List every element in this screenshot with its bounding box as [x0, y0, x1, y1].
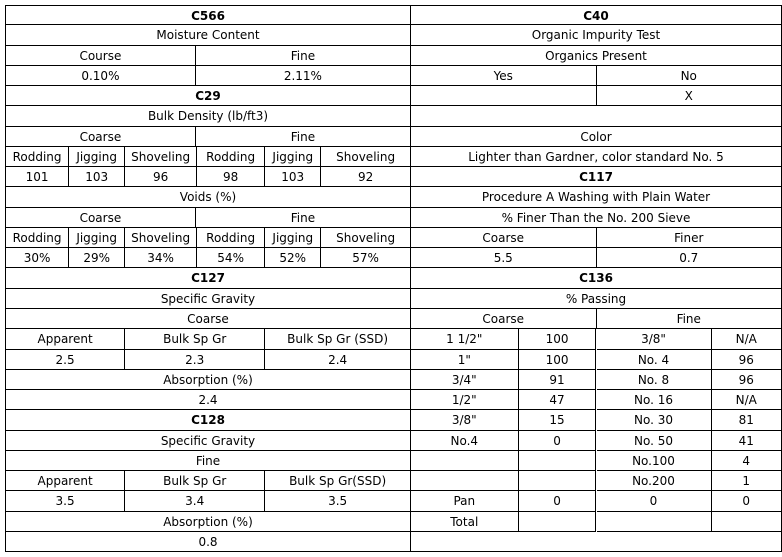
table-cell: 0.10%	[5, 66, 196, 86]
right-table-row	[411, 289, 782, 309]
table-cell: 81	[712, 410, 782, 430]
table-cell: Total	[411, 512, 519, 532]
left-table-row	[5, 268, 411, 288]
table-cell: 92	[321, 167, 411, 187]
table-cell	[411, 451, 519, 471]
table-cell: No	[597, 66, 782, 86]
table-cell: 0	[597, 491, 712, 511]
table-cell: Finer	[597, 228, 782, 248]
table-cell: % Passing	[411, 289, 782, 309]
table-cell: Jigging	[265, 228, 321, 248]
table-cell: 101	[5, 167, 69, 187]
table-cell: Fine	[196, 127, 411, 147]
table-cell: 3.4	[125, 491, 265, 511]
left-table-row	[5, 127, 411, 147]
table-cell: X	[597, 86, 782, 106]
table-cell: 3/4"	[411, 370, 519, 390]
table-cell: Fine	[196, 46, 411, 66]
table-cell: 1/2"	[411, 390, 519, 410]
table-cell: 3/8"	[411, 410, 519, 430]
left-table-row	[5, 350, 411, 370]
table-cell: Fine	[5, 451, 411, 471]
table-cell: 57%	[321, 248, 411, 268]
right-table-row	[411, 187, 782, 207]
left-table-row	[5, 309, 411, 329]
table-cell: Fine	[196, 208, 411, 228]
table-cell: 15	[519, 410, 597, 430]
table-cell: 2.5	[5, 350, 125, 370]
table-cell: No. 16	[597, 390, 712, 410]
table-cell: Rodding	[197, 228, 265, 248]
right-table-row	[411, 268, 782, 288]
left-table-row	[5, 512, 411, 532]
section-heading: C40	[411, 5, 782, 25]
table-cell: 3.5	[265, 491, 411, 511]
table-cell: 2.4	[5, 390, 411, 410]
right-table-row	[411, 532, 782, 552]
table-cell: 103	[69, 167, 125, 187]
right-table-row	[411, 127, 782, 147]
table-cell: 5.5	[411, 248, 597, 268]
table-cell: 34%	[125, 248, 197, 268]
section-heading: C117	[411, 167, 782, 187]
table-cell: 2.3	[125, 350, 265, 370]
right-table-row	[411, 370, 782, 390]
table-cell: Rodding	[197, 147, 265, 167]
right-table-row	[411, 25, 782, 45]
table-cell: Apparent	[5, 329, 125, 349]
table-cell: Bulk Sp Gr	[125, 329, 265, 349]
table-cell: Course	[5, 46, 196, 66]
table-cell: % Finer Than the No. 200 Sieve	[411, 208, 782, 228]
right-table-row	[411, 46, 782, 66]
right-table-row	[411, 329, 782, 349]
table-cell: 100	[519, 329, 597, 349]
table-cell: No.4	[411, 431, 519, 451]
table-cell: Yes	[411, 66, 597, 86]
right-table-row	[411, 5, 782, 25]
table-cell	[411, 106, 782, 126]
section-heading: C29	[5, 86, 411, 106]
right-table-row	[411, 248, 782, 268]
table-cell: Coarse	[5, 309, 411, 329]
left-table-row	[5, 289, 411, 309]
table-cell: Color	[411, 127, 782, 147]
right-table-row	[411, 208, 782, 228]
left-table-row	[5, 66, 411, 86]
table-cell: Procedure A Washing with Plain Water	[411, 187, 782, 207]
left-table-row	[5, 86, 411, 106]
left-table-row	[5, 187, 411, 207]
section-heading: C127	[5, 268, 411, 288]
table-cell: 47	[519, 390, 597, 410]
table-cell: Shoveling	[125, 228, 197, 248]
table-cell: Apparent	[5, 471, 125, 491]
table-cell: Voids (%)	[5, 187, 411, 207]
table-cell: 0	[712, 491, 782, 511]
table-cell: Absorption (%)	[5, 512, 411, 532]
table-cell: 3/8"	[597, 329, 712, 349]
table-cell: Coarse	[411, 309, 597, 329]
table-cell: Moisture Content	[5, 25, 411, 45]
table-cell	[712, 512, 782, 532]
table-cell: 29%	[69, 248, 125, 268]
left-table-row	[5, 248, 411, 268]
table-cell: No.100	[597, 451, 712, 471]
table-cell	[519, 471, 597, 491]
table-cell: Bulk Sp Gr	[125, 471, 265, 491]
left-table-row	[5, 431, 411, 451]
left-table-row	[5, 390, 411, 410]
table-cell: Coarse	[5, 127, 196, 147]
table-cell	[411, 471, 519, 491]
table-cell: No. 4	[597, 350, 712, 370]
table-cell: N/A	[712, 329, 782, 349]
table-cell	[519, 451, 597, 471]
right-table-row	[411, 451, 782, 471]
table-cell: 54%	[197, 248, 265, 268]
left-table-row	[5, 25, 411, 45]
left-table-row	[5, 46, 411, 66]
section-heading: C136	[411, 268, 782, 288]
left-table-row	[5, 471, 411, 491]
table-cell: 3.5	[5, 491, 125, 511]
table-cell: 0.8	[5, 532, 411, 552]
table-cell: Organic Impurity Test	[411, 25, 782, 45]
table-cell: Shoveling	[125, 147, 197, 167]
table-cell	[519, 512, 597, 532]
table-cell: 96	[712, 370, 782, 390]
right-table-row	[411, 431, 782, 451]
table-cell: 98	[197, 167, 265, 187]
right-table-row	[411, 167, 782, 187]
table-cell: Absorption (%)	[5, 370, 411, 390]
right-table-row	[411, 228, 782, 248]
table-cell: 91	[519, 370, 597, 390]
right-table-row	[411, 390, 782, 410]
table-cell: Fine	[597, 309, 782, 329]
right-test-panel	[411, 5, 782, 552]
left-table-row	[5, 167, 411, 187]
table-cell: Shoveling	[321, 228, 411, 248]
table-cell: 4	[712, 451, 782, 471]
table-cell: Shoveling	[321, 147, 411, 167]
table-cell: Specific Gravity	[5, 431, 411, 451]
table-cell: 0	[519, 431, 597, 451]
left-table-row	[5, 491, 411, 511]
table-cell: Jigging	[69, 228, 125, 248]
table-cell: 52%	[265, 248, 321, 268]
right-table-row	[411, 86, 782, 106]
table-cell: 0	[519, 491, 597, 511]
table-cell: No. 50	[597, 431, 712, 451]
left-table-row	[5, 5, 411, 25]
table-cell: Jigging	[265, 147, 321, 167]
table-cell: 1	[712, 471, 782, 491]
left-table-row	[5, 228, 411, 248]
table-cell: Bulk Density (lb/ft3)	[5, 106, 411, 126]
table-cell: 1"	[411, 350, 519, 370]
table-cell: No. 30	[597, 410, 712, 430]
right-table-row	[411, 471, 782, 491]
left-table-row	[5, 451, 411, 471]
left-table-row	[5, 329, 411, 349]
table-cell: 2.11%	[196, 66, 411, 86]
right-table-row	[411, 309, 782, 329]
table-cell: Coarse	[5, 208, 196, 228]
left-table-row	[5, 208, 411, 228]
table-cell	[411, 86, 597, 106]
table-cell: Specific Gravity	[5, 289, 411, 309]
table-cell: 103	[265, 167, 321, 187]
table-cell: 96	[125, 167, 197, 187]
left-table-row	[5, 106, 411, 126]
right-table-row	[411, 350, 782, 370]
table-cell: Coarse	[411, 228, 597, 248]
right-table-row	[411, 410, 782, 430]
table-cell	[411, 532, 782, 552]
left-table-row	[5, 410, 411, 430]
table-cell: 96	[712, 350, 782, 370]
table-cell: No. 8	[597, 370, 712, 390]
table-cell: N/A	[712, 390, 782, 410]
table-cell: 100	[519, 350, 597, 370]
table-cell: Jigging	[69, 147, 125, 167]
right-table-row	[411, 147, 782, 167]
table-cell: 41	[712, 431, 782, 451]
table-cell: Pan	[411, 491, 519, 511]
left-test-panel	[5, 5, 411, 552]
table-cell: Bulk Sp Gr(SSD)	[265, 471, 411, 491]
section-heading: C566	[5, 5, 411, 25]
right-table-row	[411, 512, 782, 532]
section-heading: C128	[5, 410, 411, 430]
table-cell: Organics Present	[411, 46, 782, 66]
table-cell: Rodding	[5, 228, 69, 248]
table-cell: 30%	[5, 248, 69, 268]
table-cell: 2.4	[265, 350, 411, 370]
table-cell: Rodding	[5, 147, 69, 167]
table-cell: 0.7	[597, 248, 782, 268]
left-table-row	[5, 147, 411, 167]
left-table-row	[5, 532, 411, 552]
table-cell	[597, 512, 712, 532]
right-table-row	[411, 106, 782, 126]
right-table-row	[411, 491, 782, 511]
table-cell: 1 1/2"	[411, 329, 519, 349]
left-table-row	[5, 370, 411, 390]
table-cell: Bulk Sp Gr (SSD)	[265, 329, 411, 349]
right-table-row	[411, 66, 782, 86]
table-cell: Lighter than Gardner, color standard No. 5	[411, 147, 782, 167]
table-cell: No.200	[597, 471, 712, 491]
